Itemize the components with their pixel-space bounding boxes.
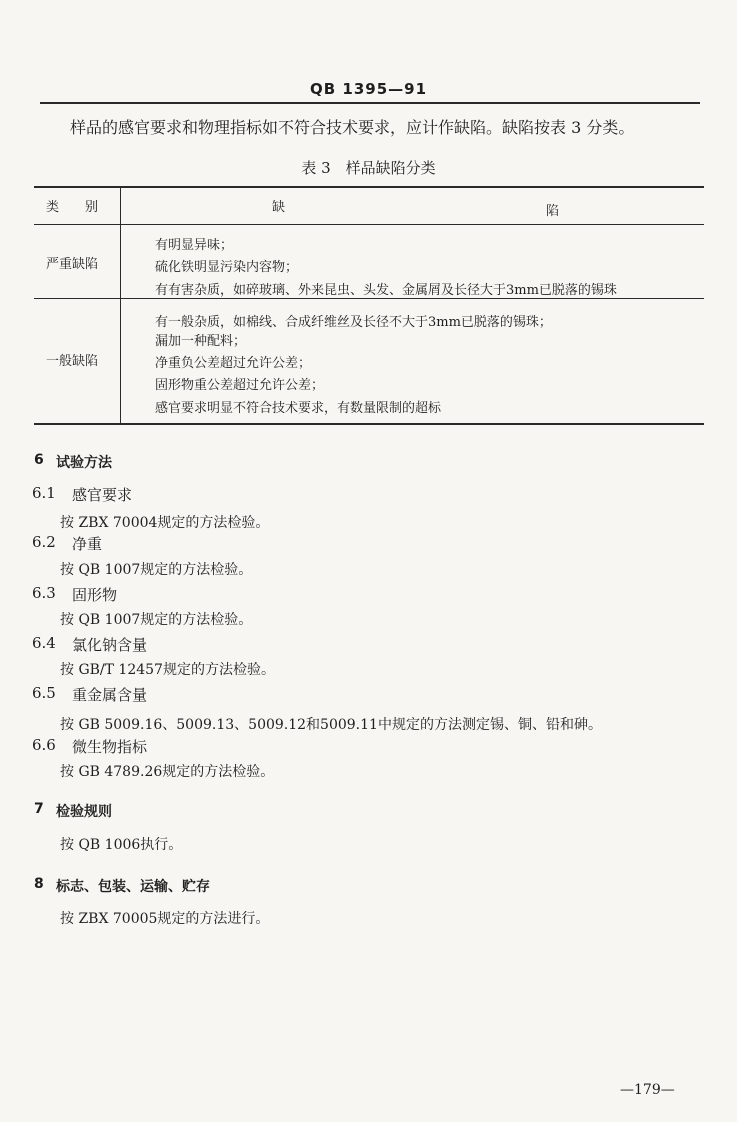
header-defect-1: 缺	[272, 200, 286, 215]
general-item: 漏加一种配料；	[155, 334, 247, 349]
table-column-rule	[120, 186, 121, 424]
section-8-number: 8	[34, 876, 44, 892]
table-row-rule	[34, 298, 704, 299]
section-7-number: 7	[34, 801, 44, 817]
subsection-number: 6.6	[32, 736, 56, 754]
subsection-title: 氯化钠含量	[72, 636, 148, 654]
serious-item: 有明显异味；	[155, 238, 234, 253]
subsection-number: 6.2	[32, 533, 56, 551]
table-caption: 表 3 样品缺陷分类	[301, 159, 436, 177]
subsection-title: 净重	[72, 535, 103, 553]
subsection-title: 微生物指标	[72, 738, 148, 756]
category-serious: 严重缺陷	[46, 257, 99, 272]
subsection-text: 按 QB 1007规定的方法检验。	[60, 612, 253, 628]
table-header-rule	[34, 224, 704, 225]
subsection-number: 6.1	[32, 484, 56, 502]
section-7-title: 检验规则	[56, 804, 112, 820]
section-6-number: 6	[34, 452, 44, 468]
table-top-rule	[34, 186, 704, 188]
general-item: 净重负公差超过允许公差；	[155, 356, 312, 371]
serious-item: 有有害杂质，如碎玻璃、外来昆虫、头发、金属屑及长径大于3mm已脱落的锡珠	[155, 283, 617, 298]
subsection-number: 6.3	[32, 584, 56, 602]
section-8-title: 标志、包装、运输、贮存	[56, 879, 210, 895]
subsection-number: 6.4	[32, 634, 56, 652]
general-item: 有一般杂质，如棉线、合成纤维丝及长径不大于3mm已脱落的锡珠；	[155, 315, 552, 330]
section-7-text: 按 QB 1006执行。	[60, 837, 183, 853]
subsection-title: 重金属含量	[72, 686, 148, 704]
header-defect-2: 陷	[546, 204, 560, 219]
document-header: QB 1395—91	[309, 80, 428, 98]
subsection-number: 6.5	[32, 684, 56, 702]
subsection-text: 按 GB/T 12457规定的方法检验。	[60, 662, 275, 678]
serious-item: 硫化铁明显污染内容物；	[155, 260, 299, 275]
header-category: 类 别	[46, 200, 99, 215]
subsection-text: 按 GB 4789.26规定的方法检验。	[60, 764, 275, 780]
subsection-text: 按 ZBX 70004规定的方法检验。	[60, 515, 270, 531]
subsection-title: 感官要求	[72, 486, 133, 504]
page-number: —179—	[620, 1082, 675, 1098]
subsection-text: 按 GB 5009.16、5009.13、5009.12和5009.11中规定的方法测定锡、铜、铅和砷。	[60, 717, 602, 733]
subsection-text: 按 QB 1007规定的方法检验。	[60, 562, 253, 578]
category-general: 一般缺陷	[46, 354, 99, 369]
section-6-title: 试验方法	[56, 455, 112, 471]
general-item: 固形物重公差超过允许公差；	[155, 378, 325, 393]
header-rule	[40, 102, 700, 104]
subsection-title: 固形物	[72, 586, 118, 604]
table-bottom-rule	[34, 423, 704, 425]
section-8-text: 按 ZBX 70005规定的方法进行。	[60, 911, 270, 927]
general-item: 感官要求明显不符合技术要求，有数量限制的超标	[155, 401, 442, 416]
intro-paragraph: 样品的感官要求和物理指标如不符合技术要求，应计作缺陷。缺陷按表 3 分类。	[70, 118, 635, 137]
